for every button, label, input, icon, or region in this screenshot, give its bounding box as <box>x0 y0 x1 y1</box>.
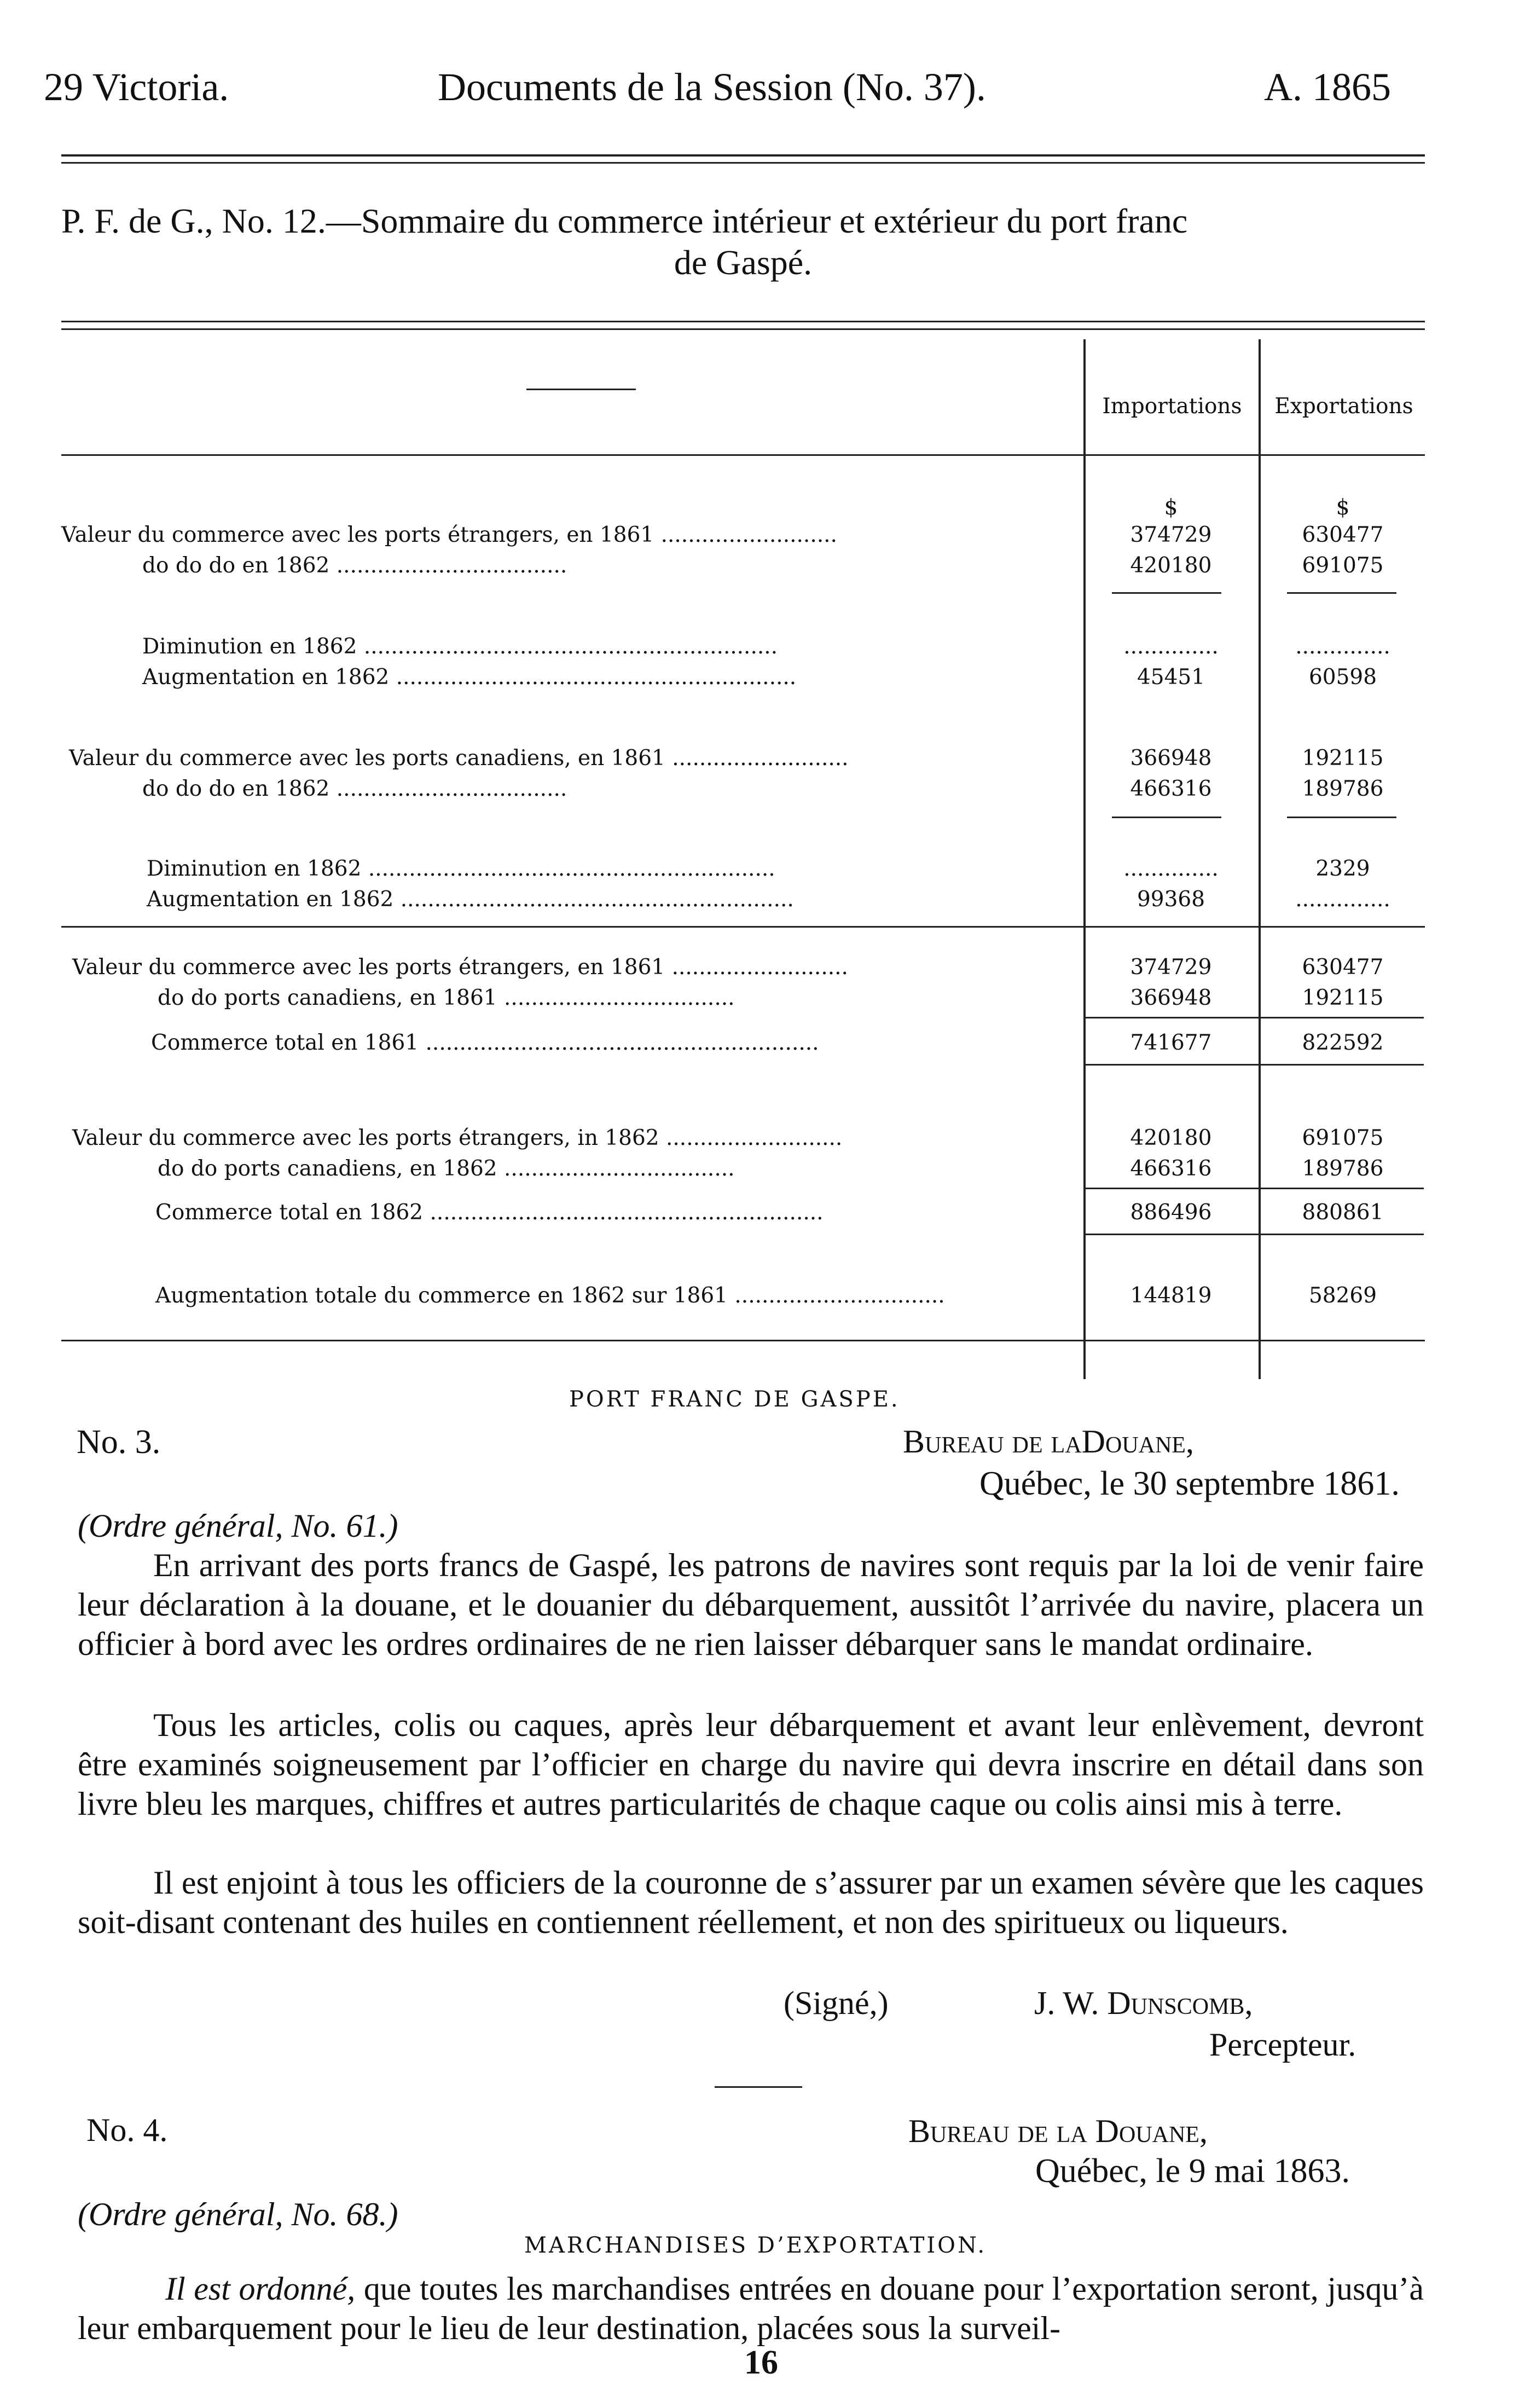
order-number: No. 4. <box>86 2112 168 2148</box>
column-divider <box>1083 339 1086 1379</box>
table-cell-export: 880861 <box>1302 1200 1384 1225</box>
table-cell-export: .............. <box>1295 634 1390 659</box>
table-row-label: Commerce total en 1861 .......................................................... <box>151 1031 819 1055</box>
section-heading: MARCHANDISES D’EXPORTATION. <box>524 2233 987 2258</box>
table-cell-import: 144819 <box>1130 1283 1212 1308</box>
header-rule <box>61 154 1425 157</box>
table-cell-import: 366948 <box>1130 986 1212 1010</box>
table-cell-import: 374729 <box>1130 523 1212 547</box>
column-header-importations: Importations <box>1102 394 1242 419</box>
currency-symbol: $ <box>1164 495 1178 520</box>
table-row-label: Valeur du commerce avec les ports canadiens, en 1861 .......................... <box>69 746 849 771</box>
paragraph <box>78 2269 1424 2348</box>
bureau-heading: Bureau de la Douane, <box>908 2113 1208 2149</box>
table-row-label: Augmentation totale du commerce en 1862 sur 1861 ............................... <box>155 1283 945 1308</box>
table-cell-export: 192115 <box>1302 746 1384 771</box>
total-rule <box>1085 1234 1424 1235</box>
bureau-heading: Bureau de laDouane, <box>903 1423 1194 1460</box>
title-rule <box>61 321 1425 322</box>
total-rule <box>1085 1064 1424 1066</box>
currency-symbol: $ <box>1336 495 1350 520</box>
table-row-label: Augmentation en 1862 ........................................................... <box>142 665 797 690</box>
subtotal-rule <box>1287 592 1396 594</box>
trade-summary-table <box>61 334 1425 1363</box>
order-reference: (Ordre général, No. 68.) <box>78 2196 398 2232</box>
table-cell-import: 420180 <box>1130 1126 1212 1150</box>
header-year: A. 1865 <box>1264 65 1391 109</box>
table-row-label: do do ports canadiens, en 1862 .................................. <box>158 1156 735 1181</box>
subtotal-rule <box>1112 592 1221 594</box>
table-cell-import: .............. <box>1123 856 1219 881</box>
table-cell-export: 189786 <box>1302 777 1384 801</box>
table-cell-import: 886496 <box>1130 1200 1212 1225</box>
table-cell-export: 58269 <box>1308 1283 1377 1308</box>
table-row-label: do do ports canadiens, en 1861 .................................. <box>158 986 735 1010</box>
table-cell-import: .............. <box>1123 634 1219 659</box>
paragraph-text: que toutes les marchandises entrées en douane pour l’exportation seront, jusqu’à leur embarquement pour le lieu de leur destination, placées sous la surveil- <box>78 2271 1424 2346</box>
total-rule <box>1085 1017 1424 1018</box>
table-row-label: Diminution en 1862 ............................................................ <box>147 856 775 881</box>
column-header-exportations: Exportations <box>1274 394 1413 419</box>
subtotal-rule <box>1112 817 1221 818</box>
table-row-label: Valeur du commerce avec les ports étrangers, en 1861 .......................... <box>61 523 837 547</box>
table-cell-export: 630477 <box>1302 955 1384 980</box>
table-cell-import: 466316 <box>1130 1156 1212 1181</box>
table-cell-export: 822592 <box>1302 1031 1384 1055</box>
header-document-title: Documents de la Session (No. 37). <box>438 65 986 109</box>
header-dash <box>526 389 636 390</box>
table-cell-import: 374729 <box>1130 955 1212 980</box>
title-rule-2 <box>61 328 1425 330</box>
order-date: Québec, le 30 septembre 1861. <box>979 1465 1400 1502</box>
table-cell-export: 192115 <box>1302 986 1384 1010</box>
header-rule <box>61 454 1425 456</box>
header-rule-2 <box>61 162 1425 164</box>
order-date: Québec, le 9 mai 1863. <box>1035 2152 1350 2190</box>
paragraph-lead: Il est ordonné, <box>165 2271 356 2307</box>
signed-label: (Signé,) <box>784 1985 889 2021</box>
table-row-label: Augmentation en 1862 .......................................................... <box>147 887 794 912</box>
table-cell-import: 366948 <box>1130 746 1212 771</box>
subtotal-rule <box>1287 817 1396 818</box>
table-cell-export: 2329 <box>1315 856 1370 881</box>
table-row-label: Commerce total en 1862 .......................................................... <box>155 1200 824 1225</box>
table-cell-export: 691075 <box>1302 1126 1384 1150</box>
table-bottom-rule <box>61 1340 1425 1341</box>
table-cell-export: 691075 <box>1302 553 1384 578</box>
table-cell-import: 420180 <box>1130 553 1212 578</box>
table-title: P. F. de G., No. 12.—Sommaire du commerce intérieur et extérieur du port franc de Gaspé. <box>61 201 1188 282</box>
table-cell-import: 45451 <box>1137 665 1205 690</box>
signer-title: Percepteur. <box>1209 2027 1356 2063</box>
table-cell-export: 60598 <box>1308 665 1377 690</box>
order-number: No. 3. <box>77 1423 161 1461</box>
table-row-label: Valeur du commerce avec les ports étrangers, en 1861 .......................... <box>72 955 848 980</box>
paragraph: En arrivant des ports francs de Gaspé, les patrons de navires sont requis par la loi de venir faire leur déclaration à la douane, et le douanier du débarquement, aussitôt l’arrivée du navire, placera un officier à bord avec les ordres ordinaires de ne rien laisser débarquer sans le mandat ordinaire. <box>78 1547 1424 1662</box>
paragraph: Il est enjoint à tous les officiers de la couronne de s’assurer par un examen sévère que les caques soit-disant contenant des huiles en contiennent réellement, et non des spiritueux ou liqueurs. <box>78 1865 1424 1940</box>
page-number: 16 <box>744 2344 778 2381</box>
table-cell-export: .............. <box>1295 887 1390 912</box>
total-rule <box>1085 1188 1424 1189</box>
table-cell-export: 189786 <box>1302 1156 1384 1181</box>
signer-name: J. W. Dunscomb, <box>1034 1985 1253 2021</box>
separator-rule <box>715 2086 802 2088</box>
section-heading: PORT FRANC DE GASPE. <box>569 1387 900 1412</box>
table-row-label: do do do en 1862 .................................. <box>142 553 567 578</box>
table-cell-import: 741677 <box>1130 1031 1212 1055</box>
table-row-label: do do do en 1862 .................................. <box>142 777 567 801</box>
table-cell-import: 466316 <box>1130 777 1212 801</box>
order-reference: (Ordre général, No. 61.) <box>78 1508 398 1544</box>
header-volume: 29 Victoria. <box>44 65 229 109</box>
table-row-label: Diminution en 1862 ............................................................. <box>142 634 778 659</box>
table-cell-import: 99368 <box>1137 887 1205 912</box>
table-row-label: Valeur du commerce avec les ports étrangers, in 1862 .......................... <box>72 1126 843 1150</box>
table-cell-export: 630477 <box>1302 523 1384 547</box>
section-rule <box>61 926 1425 928</box>
paragraph: Tous les articles, colis ou caques, après leur débarquement et avant leur enlèvement, devront être examinés soigneusement par l’officier en charge du navire qui devra inscrire en détail dans son livre bleu les marques, chiffres et autres particularités de chaque caque ou colis ainsi mis à terre. <box>78 1707 1424 1822</box>
